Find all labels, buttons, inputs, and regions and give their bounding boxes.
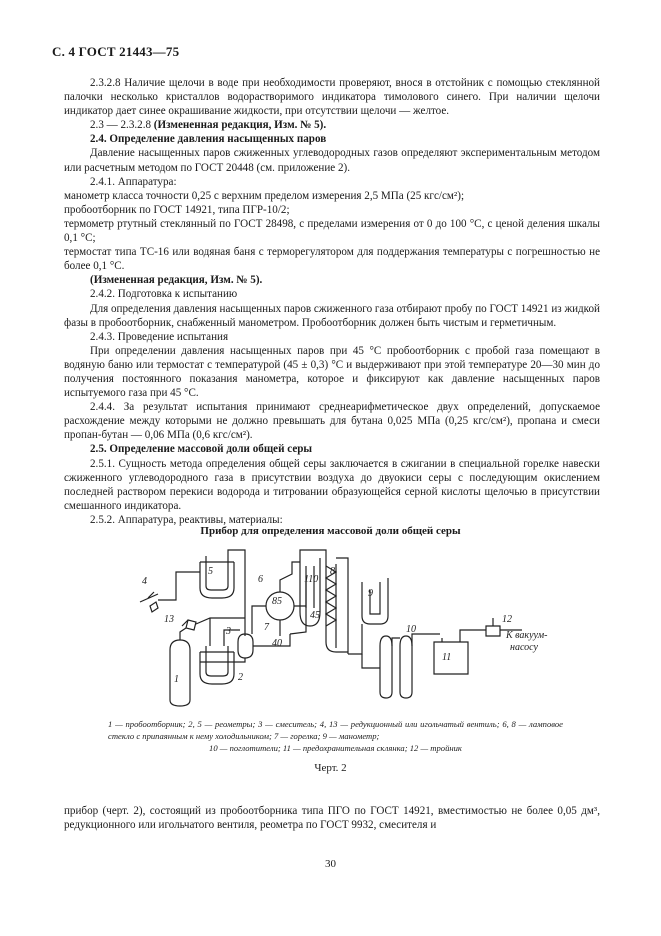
- figure-caption: Черт. 2: [314, 762, 347, 774]
- label-12: 12: [502, 614, 512, 625]
- paragraph: [64, 118, 600, 132]
- dimension-45: 45: [310, 610, 320, 621]
- page-number: 30: [325, 858, 336, 870]
- legend-line-1: 1 — пробоотборник; 2, 5 — реометры; 3 — смеситель; 4, 13 — редукционный или игольчатый вентиль; 6, 8 — ламповое стекло с припаянным к нему холодильником; 7 — горелка; 9 — манометр;: [108, 719, 563, 741]
- vacuum-label-1: К вакуум-: [506, 630, 548, 641]
- continuation-text: [64, 804, 600, 832]
- label-10: 10: [406, 624, 416, 635]
- label-5: 5: [208, 566, 213, 577]
- label-1: 1: [174, 674, 179, 685]
- label-7: 7: [264, 622, 269, 633]
- dimension-40: 40: [272, 638, 282, 649]
- figure-title: Прибор для определения массовой доли общей серы: [200, 525, 461, 537]
- label-3: 3: [226, 626, 231, 637]
- paragraph: Давление насыщенных паров сжиженных углеводородных газов определяют экспериментальным методом или расчетным методом по ГОСТ 20448 (см. приложение 2).: [64, 147, 600, 174]
- paragraph-prefix: 2.3 — 2.3.2.8: [90, 119, 154, 132]
- paragraph: 2.5.2. Аппаратура, реактивы, материалы:: [90, 513, 283, 526]
- apparatus-diagram: [130, 542, 550, 712]
- paragraph: термометр ртутный стеклянный по ГОСТ 28498, с пределами измерения от 0 до 100 °С, с ценой деления шкалы 0,1 °С;: [64, 217, 600, 245]
- paragraph: 2.3.2.8 Наличие щелочи в воде при необходимости проверяют, внося в отстойник с помощью стеклянной палочки несколько кристаллов водорастворимого индикатора тимолового синего. При наличии щелочи индикатор дает синее окрашивание жидкости, при отсутствии щелочи — желтое.: [64, 77, 600, 118]
- paragraph: (Измененная редакция, Изм. № 5).: [90, 274, 263, 287]
- paragraph-bold: (Измененная редакция, Изм. № 5).: [153, 119, 327, 132]
- paragraph: 2.5.1. Сущность метода определения общей серы заключается в сжигании в специальной горелке навески сжиженного углеводородного газа в присутствии воздуха до двуокиси серы с последующим окислением последней раствором перекиси водорода и титровании образующейся серной кислоты щелочью в присутствии смешанного индикатора.: [64, 457, 600, 512]
- continuation-paragraph: прибор (черт. 2), состоящий из пробоотборника типа ПГО по ГОСТ 14921, вместимостью не более 0,05 дм³, редукционного или игольчатого вентиля, реометра по ГОСТ 9932, смесителя и: [64, 805, 600, 832]
- paragraph: термостат типа ТС-16 или водяная баня с терморегулятором для поддержания температуры с погрешностью не более 0,1 °С.: [64, 246, 600, 273]
- body-text: [64, 76, 600, 527]
- dimension-110: 110: [304, 574, 319, 585]
- paragraph: 2.5. Определение массовой доли общей серы: [90, 443, 313, 456]
- label-2: 2: [238, 672, 243, 683]
- label-6: 6: [258, 574, 263, 585]
- legend-line-2: 10 — поглотители; 11 — предохранительная склянка; 12 — тройник: [209, 743, 462, 753]
- dimension-85: 85: [272, 596, 282, 607]
- paragraph: 2.4.3. Проведение испытания: [90, 330, 229, 343]
- page-header: С. 4 ГОСТ 21443—75: [52, 44, 180, 59]
- paragraph: 2.4.4. За результат испытания принимают среднеарифметическое двух определений, допускаемое расхождение между которыми не должно превышать для бутана 0,025 МПа (0,25 кгс/см²), пропана и смеси пропан-бутан — 0,06 МПа (0,6 кгс/см²).: [64, 401, 600, 442]
- paragraph: 2.4.1. Аппаратура:: [90, 175, 177, 188]
- paragraph: пробоотборник по ГОСТ 14921, типа ПГР-10/2;: [64, 203, 290, 216]
- label-11: 11: [442, 652, 452, 663]
- paragraph: манометр класса точности 0,25 с верхним пределом измерения 2,5 МПа (25 кгс/см²);: [64, 189, 465, 202]
- label-8: 8: [330, 566, 335, 577]
- paragraph: Для определения давления насыщенных паров сжиженного газа отбирают пробу по ГОСТ 14921 из жидкой фазы в пробоотборник, снабженный манометром. Пробоотборник должен быть чистым и герметичным.: [64, 302, 600, 329]
- figure-legend: [108, 718, 563, 754]
- vacuum-label-2: насосу: [510, 642, 538, 653]
- label-9: 9: [368, 588, 373, 599]
- label-13: 13: [164, 614, 174, 625]
- paragraph: При определении давления насыщенных паров при 45 °С пробоотборник с пробой газа помещают в водяную баню или термостат с температурой (45 ± 0,3) °С и выдерживают при этой температуре 20—30 мин до получения постоянного показания манометра, которое и фиксируют как давление насыщенных паров испытуемого газа при 45 °С.: [64, 344, 600, 400]
- label-4: 4: [142, 576, 147, 587]
- paragraph: 2.4. Определение давления насыщенных паров: [90, 133, 327, 146]
- paragraph: 2.4.2. Подготовка к испытанию: [90, 288, 238, 301]
